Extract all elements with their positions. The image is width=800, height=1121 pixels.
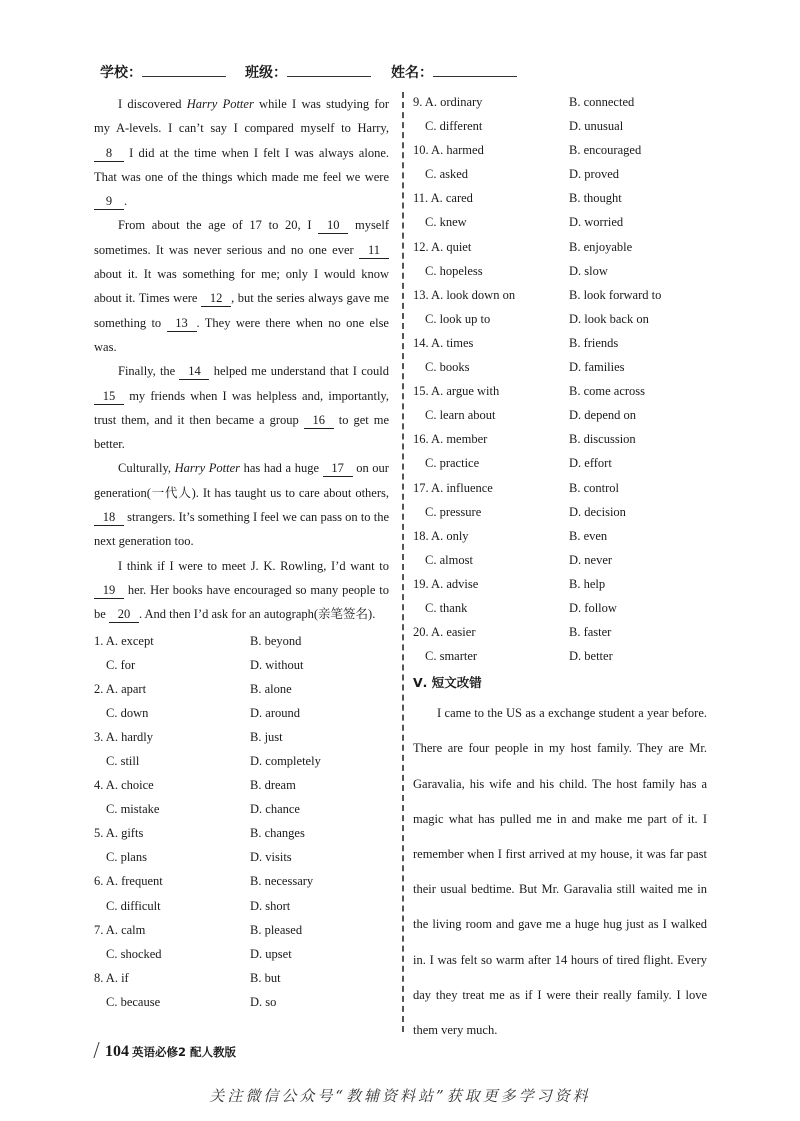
option-b: B. just (250, 729, 283, 744)
option-a: 20. A. easier (413, 625, 476, 640)
option-row-ab (413, 186, 713, 210)
option-d: D. visits (250, 850, 292, 865)
option-d: D. effort (569, 456, 612, 471)
right-column (413, 90, 713, 1048)
option-row-cd (94, 749, 389, 773)
option-row-ab (413, 620, 713, 644)
option-b: B. enjoyable (569, 239, 633, 254)
option-c: C. hopeless (425, 263, 483, 278)
option-c: C. because (106, 994, 161, 1009)
option-a: 16. A. member (413, 432, 488, 447)
option-a: 18. A. only (413, 528, 469, 543)
option-c: C. books (425, 360, 470, 375)
option-a: 4. A. choice (94, 778, 154, 793)
school-blank (142, 62, 226, 77)
option-d: D. depend on (569, 408, 636, 423)
option-d: D. never (569, 552, 613, 567)
class-field (245, 62, 371, 82)
column-divider (402, 92, 404, 1032)
option-row-ab (413, 283, 713, 307)
option-c: C. shocked (106, 946, 162, 961)
option-d: D. better (569, 649, 613, 664)
option-a: 7. A. calm (94, 922, 146, 937)
option-row-ab (413, 331, 713, 355)
option-c: C. different (425, 119, 483, 134)
blank-9: 9 (94, 193, 124, 210)
option-c: C. learn about (425, 408, 496, 423)
option-row-cd (94, 942, 389, 966)
option-row-ab (413, 235, 713, 259)
option-b: B. alone (250, 681, 292, 696)
option-d: D. follow (569, 600, 617, 615)
class-label: 班级： (245, 65, 287, 81)
option-a: 2. A. apart (94, 681, 147, 696)
option-row-cd (413, 355, 713, 379)
left-column (94, 92, 389, 1014)
option-a: 17. A. influence (413, 480, 493, 495)
option-b: B. look forward to (569, 287, 662, 302)
option-row-cd (413, 210, 713, 234)
blank-17: 17 (323, 460, 353, 477)
option-a: 13. A. look down on (413, 287, 516, 302)
option-d: D. around (250, 705, 300, 720)
option-b: B. discussion (569, 432, 636, 447)
option-a: 19. A. advise (413, 576, 479, 591)
footer-slash (93, 1042, 101, 1058)
option-b: B. changes (250, 826, 305, 841)
page-footer (96, 1042, 236, 1061)
option-row-cd (413, 644, 713, 668)
option-b: B. encouraged (569, 143, 642, 158)
option-row-ab (94, 918, 389, 942)
school-field (100, 62, 226, 82)
option-b: B. help (569, 576, 606, 591)
option-d: D. proved (569, 167, 619, 182)
option-b: B. thought (569, 191, 622, 206)
option-row-ab (413, 476, 713, 500)
option-b: B. even (569, 528, 608, 543)
option-a: 10. A. harmed (413, 143, 484, 158)
blank-15: 15 (94, 388, 124, 405)
option-row-cd (94, 894, 389, 918)
blank-11: 11 (359, 242, 389, 259)
option-row-ab (94, 629, 389, 653)
blank-19: 19 (94, 582, 124, 599)
option-d: D. worried (569, 215, 624, 230)
option-d: D. look back on (569, 311, 649, 326)
option-row-cd (94, 701, 389, 725)
option-row-ab (94, 677, 389, 701)
blank-13: 13 (167, 315, 197, 332)
section-title: Ⅴ. 短文改错 (413, 675, 482, 691)
option-row-cd (413, 500, 713, 524)
class-blank (287, 62, 371, 77)
option-a: 14. A. times (413, 335, 474, 350)
option-d: D. short (250, 898, 291, 913)
option-row-cd (94, 653, 389, 677)
option-d: D. so (250, 994, 277, 1009)
option-b: B. pleased (250, 922, 303, 937)
option-b: B. faster (569, 625, 612, 640)
option-b: B. dream (250, 778, 296, 793)
option-row-ab (413, 379, 713, 403)
blank-8: 8 (94, 145, 124, 162)
option-c: C. almost (425, 552, 473, 567)
passage-paragraph: Culturally, Harry Potter has had a huge 17 on our generation(一代人). It has taught us to care about others, 18 strangers. It’s something I feel we can pass on to the next generation too. (94, 461, 389, 549)
option-c: C. difficult (106, 898, 161, 913)
passage-paragraph: Finally, the 14 helped me understand that I could 15 my friends when I was helpless and, importantly, trust them, and it then became a group 16 to get me better. (94, 364, 389, 452)
option-row-cd (94, 845, 389, 869)
option-b: B. beyond (250, 633, 302, 648)
option-row-cd (413, 307, 713, 331)
option-row-cd (413, 114, 713, 138)
blank-20: 20 (109, 606, 139, 623)
book-title-italic: Harry Potter (186, 97, 254, 111)
option-row-ab (413, 524, 713, 548)
watermark: 关注微信公众号“教辅资料站”获取更多学习资料 (209, 1087, 591, 1105)
error-correction-passage: I came to the US as a exchange student a year before. There are four people in my host family. They are Mr. Garavalia, his wife and his child. The host family has a magic what has pulled me in and make me part of it. I remember when I first arrived at my house, it was far past their usual bedtime. But Mr. Garavalia still waited me in the living room and gave me a huge hug just as I walked in. I was felt so warm after 14 hours of tired flight. Every day they treat me as if I were their really family. I love them very much. (413, 706, 707, 1038)
option-d: D. families (569, 360, 625, 375)
option-d: D. slow (569, 263, 608, 278)
passage-paragraph: From about the age of 17 to 20, I 10 myself sometimes. It was never serious and no one ever 11 about it. It was something for me; only I would know about it. Times were 12 , but the series always gave me something to 13 . They were there when no one else was. (94, 218, 389, 354)
option-row-cd (413, 259, 713, 283)
option-c: C. thank (425, 600, 468, 615)
option-b: B. connected (569, 95, 635, 109)
book-title: 英语必修2 配人教版 (132, 1045, 237, 1059)
option-c: C. practice (425, 456, 480, 471)
blank-14: 14 (179, 363, 209, 380)
passage-paragraph: I discovered Harry Potter while I was studying for my A-levels. I can’t say I compared myself to Harry, 8 I did at the time when I felt I was always alone. That was one of the things which made me feel we were 9 . (94, 97, 389, 209)
option-c: C. asked (425, 167, 469, 182)
option-d: D. without (250, 657, 304, 672)
passage-paragraph: I think if I were to meet J. K. Rowling, I’d want to 19 her. Her books have encouraged so many people to be 20 . And then I’d ask for an autograph(亲笔签名). (94, 558, 389, 622)
blank-16: 16 (304, 412, 334, 429)
options-list-right (413, 90, 713, 668)
option-row-ab (94, 869, 389, 893)
option-b: B. but (250, 970, 281, 985)
option-row-ab (94, 773, 389, 797)
name-blank (433, 62, 517, 77)
name-label: 姓名： (391, 65, 433, 81)
option-row-ab (413, 90, 713, 114)
option-c: C. for (106, 657, 136, 672)
option-row-cd (413, 548, 713, 572)
option-d: D. completely (250, 754, 321, 768)
option-a: 5. A. gifts (94, 826, 144, 841)
option-c: C. down (106, 705, 149, 720)
option-c: C. pressure (425, 504, 482, 519)
option-a: 15. A. argue with (413, 384, 500, 399)
option-row-cd (94, 990, 389, 1014)
option-a: 8. A. if (94, 970, 129, 985)
option-row-cd (413, 596, 713, 620)
option-row-ab (413, 138, 713, 162)
option-a: 12. A. quiet (413, 239, 472, 254)
options-list-left (94, 629, 389, 1015)
option-b: B. necessary (250, 874, 314, 889)
book-title-italic: Harry Potter (174, 461, 241, 476)
option-a: 3. A. hardly (94, 729, 154, 744)
option-a: 11. A. cared (413, 191, 473, 206)
page-number: 104 (105, 1043, 129, 1060)
option-b: B. friends (569, 335, 619, 350)
option-c: C. knew (425, 215, 467, 230)
option-d: D. chance (250, 802, 300, 817)
option-d: D. decision (569, 504, 626, 519)
option-row-ab (413, 427, 713, 451)
option-row-ab (94, 966, 389, 990)
blank-12: 12 (201, 290, 231, 307)
option-c: C. plans (106, 850, 147, 865)
option-b: B. come across (569, 384, 646, 399)
option-row-cd (413, 451, 713, 475)
option-row-ab (94, 725, 389, 749)
option-c: C. look up to (425, 311, 491, 326)
school-label: 学校： (100, 65, 142, 81)
option-c: C. mistake (106, 802, 160, 817)
option-row-cd (94, 797, 389, 821)
option-d: D. unusual (569, 119, 624, 134)
blank-18: 18 (94, 509, 124, 526)
cloze-passage (94, 92, 389, 627)
option-row-cd (413, 162, 713, 186)
option-row-ab (413, 572, 713, 596)
option-b: B. control (569, 480, 619, 495)
option-row-cd (413, 403, 713, 427)
option-c: C. still (106, 754, 140, 768)
option-a: 9. A. ordinary (413, 95, 483, 109)
option-d: D. upset (250, 946, 292, 961)
name-field (391, 62, 517, 82)
option-a: 6. A. frequent (94, 874, 163, 889)
option-row-ab (94, 821, 389, 845)
option-c: C. smarter (425, 649, 478, 664)
option-a: 1. A. except (94, 633, 154, 648)
blank-10: 10 (318, 217, 348, 234)
